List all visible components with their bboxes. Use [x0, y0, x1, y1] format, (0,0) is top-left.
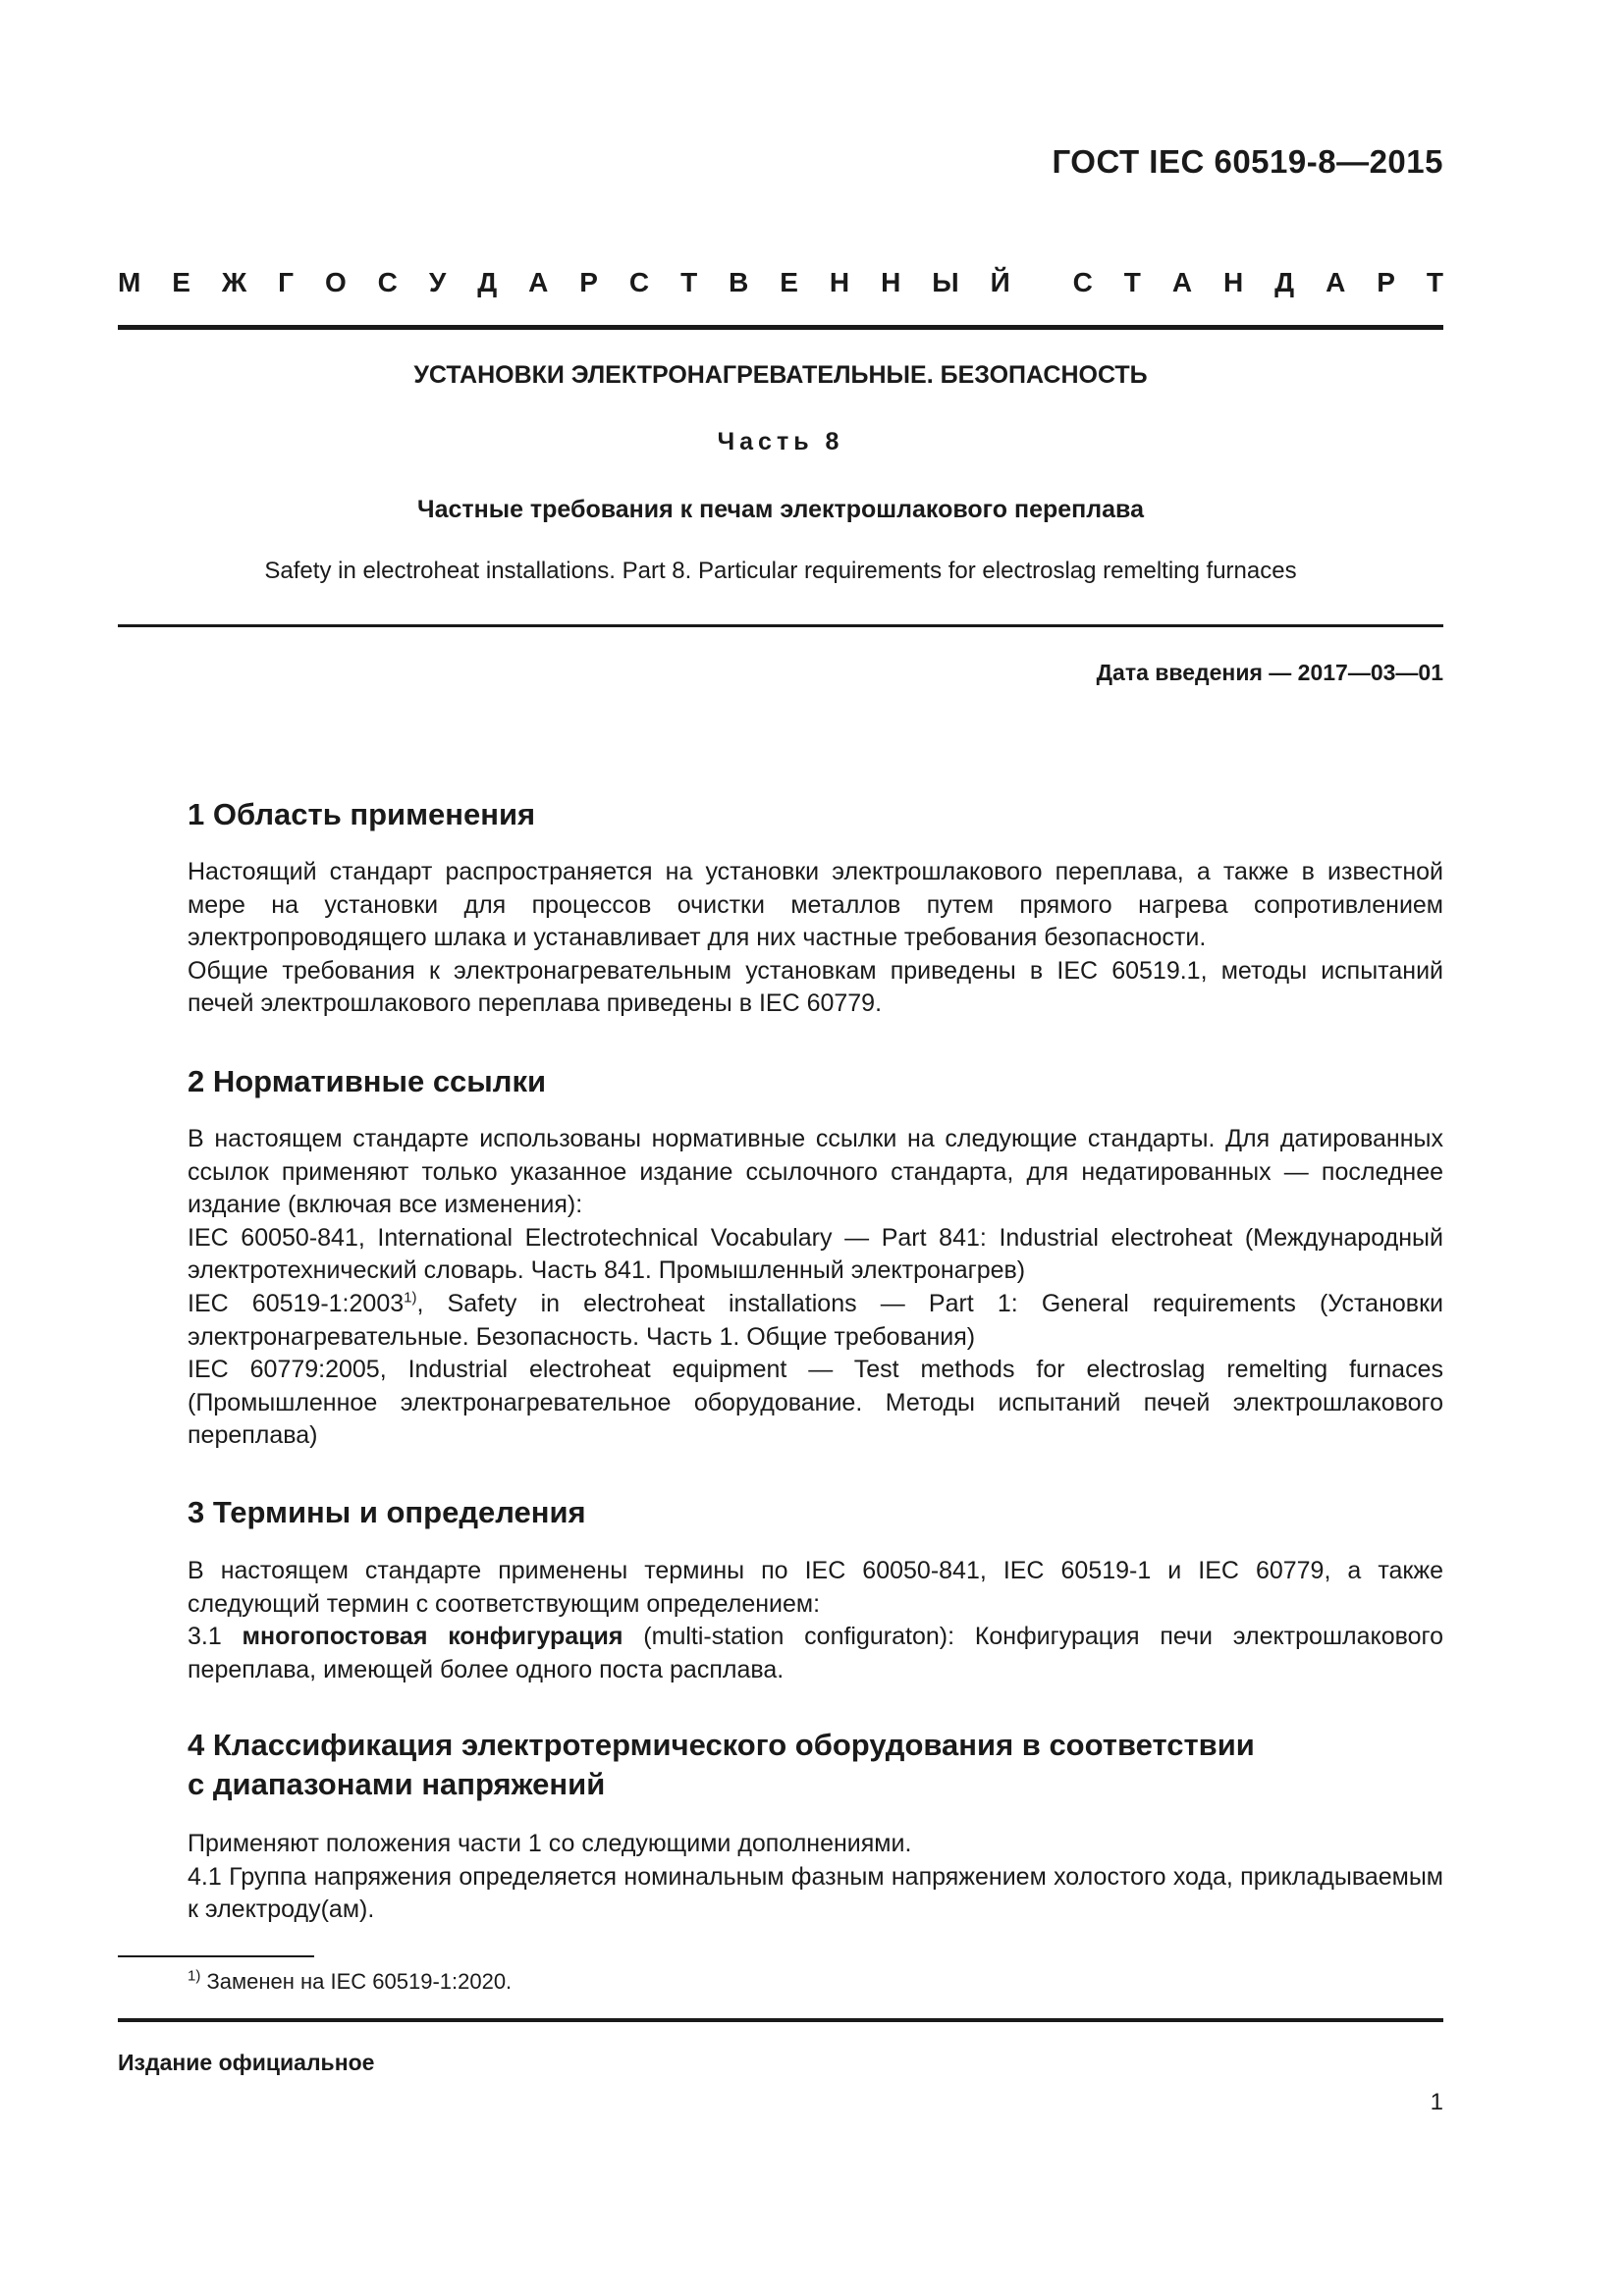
- section-4-body: [118, 1828, 1443, 1927]
- english-title: Safety in electroheat installations. Part 8. Particular requirements for electroslag remelting furnaces: [264, 558, 1297, 584]
- footnote: [188, 1969, 512, 1995]
- section-2-paragraph-1: В настоящем стандарте использованы нормативные ссылки на следующие стандарты. Для датированных ссылок применяют только указанное издание ссылочного стандарта, для недатированных — последнее издание (включая все изменения):: [188, 1125, 1443, 1219]
- interstate-letter: Д: [477, 267, 498, 297]
- interstate-letter: Д: [1274, 267, 1295, 297]
- interstate-letter: Г: [278, 267, 295, 297]
- section-3-heading: 3 Термины и определения: [188, 1495, 586, 1529]
- interstate-letter: М: [118, 267, 141, 297]
- section-1-heading: 1 Область применения: [188, 797, 536, 831]
- interstate-letter: А: [528, 267, 549, 297]
- interstate-letter: А: [1326, 267, 1346, 297]
- footnote-marker: 1): [404, 1289, 417, 1307]
- section-3-body: [118, 1555, 1443, 1686]
- interstate-letter: Н: [829, 267, 850, 297]
- reference-iec-60050-841: IEC 60050-841, International Electrotechnical Vocabulary — Part 841: Industrial electroheat (Международный электротехнический словарь. Часть 841. Промышленный электронагрев): [188, 1223, 1443, 1285]
- interstate-letter: В: [729, 267, 749, 297]
- reference-iec-60519-1: [118, 1288, 1443, 1354]
- title-rule: [118, 624, 1443, 627]
- section-4-heading-line-1: 4 Классификация электротермического оборудования в соответствии: [188, 1728, 1255, 1762]
- section-3-paragraph-1: В настоящем стандарте применены термины по IEC 60050-841, IEC 60519-1 и IEC 60779, а также следующий термин с соответствующим определением:: [188, 1557, 1443, 1618]
- reference-iec-60519-1-code: IEC 60519-1:2003: [188, 1289, 405, 1317]
- interstate-letter: Е: [172, 267, 190, 297]
- interstate-letter: Е: [780, 267, 798, 297]
- section-2-body: [118, 1123, 1443, 1453]
- section-4-heading: [188, 1726, 1255, 1804]
- top-rule: [118, 325, 1443, 330]
- standard-subtitle: Частные требования к печам электрошлакового переплава: [417, 496, 1144, 523]
- footnote-mark: 1): [188, 1967, 201, 1985]
- interstate-standard-heading: [118, 267, 1443, 298]
- interstate-letter: А: [1171, 267, 1193, 297]
- page-number: 1: [1430, 2089, 1443, 2115]
- interstate-letter: С: [377, 267, 398, 297]
- reference-iec-60519-1-text: , Safety in electroheat installations — Part 1: General requirements (Установки электронагревательные. Безопасность. Часть 1. Общие требования): [188, 1289, 1443, 1351]
- introduction-date: Дата введения — 2017—03—01: [1096, 660, 1443, 685]
- part-label: Часть 8: [717, 428, 844, 455]
- footnote-text: Заменен на IEC 60519-1:2020.: [200, 1969, 513, 1994]
- term-definition-text: (multi-station configuraton): Конфигурация печи электрошлакового переплава, имеющей более одного поста расплава.: [188, 1623, 1443, 1683]
- interstate-letter: У: [428, 267, 447, 297]
- interstate-letter: Н: [1223, 267, 1244, 297]
- interstate-letter: С: [1072, 267, 1093, 297]
- footnote-rule: [118, 1955, 314, 1957]
- section-1-paragraph-2: Общие требования к электронагревательным установкам приведены в IEC 60519.1, методы испытаний печей электрошлакового переплава приведены в IEC 60779.: [188, 956, 1443, 1018]
- term-number: 3.1: [188, 1623, 243, 1651]
- section-4-heading-line-2: с диапазонами напряжений: [188, 1767, 606, 1801]
- standard-title: УСТАНОВКИ ЭЛЕКТРОНАГРЕВАТЕЛЬНЫЕ. БЕЗОПАСНОСТЬ: [413, 361, 1148, 389]
- interstate-letter: Р: [1377, 267, 1395, 297]
- official-edition-label: Издание официальное: [118, 2050, 375, 2075]
- reference-iec-60779: IEC 60779:2005, Industrial electroheat equipment — Test methods for electroslag remelting furnaces (Промышленное электронагревательное оборудование. Методы испытаний печей электрошлакового переплава): [188, 1356, 1443, 1450]
- document-code: ГОСТ IEC 60519-8—2015: [1052, 143, 1443, 180]
- term-definition-3-1: [118, 1621, 1443, 1686]
- interstate-letter: Ж: [221, 267, 247, 297]
- interstate-letter: Т: [1426, 267, 1443, 297]
- section-1-body: [118, 856, 1443, 1021]
- interstate-letter: Й: [990, 267, 1010, 297]
- section-2-heading: 2 Нормативные ссылки: [188, 1064, 547, 1098]
- interstate-letter: Ы: [932, 267, 959, 297]
- interstate-letter: Р: [579, 267, 598, 297]
- term-name: многопостовая конфигурация: [242, 1623, 623, 1651]
- bottom-rule: [118, 2018, 1443, 2022]
- section-4-paragraph-2: 4.1 Группа напряжения определяется номинальным фазным напряжением холостого хода, прикладываемым к электроду(ам).: [188, 1862, 1443, 1924]
- interstate-letter: Н: [881, 267, 901, 297]
- interstate-letter: Т: [680, 267, 698, 297]
- section-1-paragraph-1: Настоящий стандарт распространяется на установки электрошлакового переплава, а также в известной мере на установки для процессов очистки металлов путем прямого нагрева сопротивлением электропроводящего шлака и устанавливает для них частные требования безопасности.: [188, 858, 1443, 952]
- section-4-paragraph-1: Применяют положения части 1 со следующими дополнениями.: [188, 1830, 912, 1857]
- interstate-letter: О: [324, 267, 347, 297]
- interstate-letter: С: [628, 267, 650, 297]
- interstate-letter: Т: [1123, 267, 1141, 297]
